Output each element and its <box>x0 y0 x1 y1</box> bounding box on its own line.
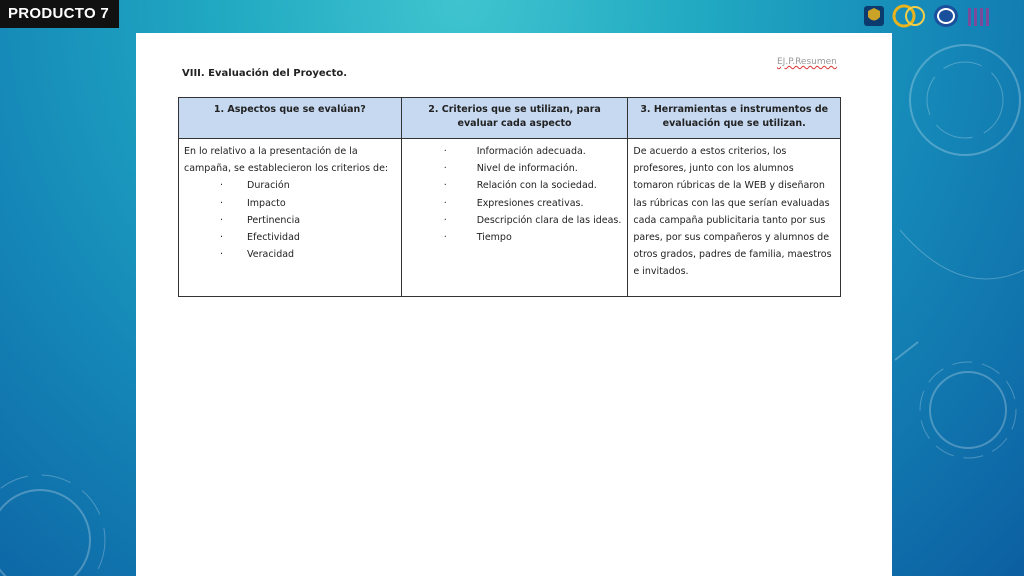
list-item <box>184 246 396 263</box>
bullet: · <box>443 197 447 209</box>
list-item <box>407 143 623 160</box>
bullet: · <box>220 180 224 192</box>
si-logo <box>932 4 960 28</box>
table-row <box>179 139 841 297</box>
table-header-row <box>179 98 841 139</box>
header-criteria: 2. Criterios que se utilizan, para evaluar cada aspecto <box>401 98 628 139</box>
document-page <box>136 33 892 576</box>
cell-tools <box>628 139 841 297</box>
list-item-text: Información adecuada. <box>476 146 586 157</box>
bullet: · <box>220 197 224 209</box>
anniversary-logo <box>892 4 926 28</box>
list-item-text: Duración <box>247 180 290 192</box>
list-item-text: Veracidad <box>247 249 295 261</box>
tools-text: De acuerdo a estos criterios, los profesores, junto con los alumnos tomaron rúbricas de la WEB y diseñaron las rúbricas con las que serían evaluadas cada campaña publicitaria tanto por sus pares, por sus compañeros y alumnos de otros grados, padres de familia, maestros e invitados. <box>633 146 832 278</box>
bullet: · <box>443 232 447 244</box>
bullet: · <box>220 232 224 244</box>
list-item <box>407 160 623 177</box>
list-item-text: Nivel de información. <box>476 163 578 175</box>
list-item-text: Expresiones creativas. <box>476 197 584 209</box>
aspects-list <box>184 177 396 263</box>
list-item <box>407 195 623 212</box>
stripes-logo <box>966 4 996 28</box>
section-title: VIII. Evaluación del Proyecto. <box>182 68 348 79</box>
bullet: · <box>443 180 447 192</box>
list-item <box>407 177 623 194</box>
criteria-list <box>407 143 623 246</box>
list-item <box>184 229 396 246</box>
bullet: · <box>443 214 447 226</box>
bullet: · <box>443 146 447 157</box>
list-item-text: Tiempo <box>476 232 512 244</box>
list-item <box>184 212 396 229</box>
list-item <box>184 177 396 194</box>
reference-label: EJ.P.Resumen <box>777 57 837 67</box>
aspects-intro: En lo relativo a la presentación de la campaña, se establecieron los criterios de: <box>184 146 389 175</box>
evaluation-table <box>178 97 841 297</box>
bullet: · <box>220 249 224 261</box>
cell-criteria <box>401 139 628 297</box>
list-item <box>184 195 396 212</box>
header-aspects: 1. Aspectos que se evalúan? <box>179 98 402 139</box>
product-tag: PRODUCTO 7 <box>0 0 119 28</box>
cell-aspects <box>179 139 402 297</box>
logo-bar <box>862 4 996 28</box>
list-item <box>407 212 623 229</box>
list-item-text: Relación con la sociedad. <box>476 180 597 192</box>
bullet: · <box>220 214 224 226</box>
list-item-text: Impacto <box>247 197 286 209</box>
list-item-text: Efectividad <box>247 232 300 244</box>
header-tools: 3. Herramientas e instrumentos de evaluación que se utilizan. <box>628 98 841 139</box>
list-item-text: Descripción clara de las ideas. <box>476 214 622 226</box>
list-item <box>407 229 623 246</box>
list-item-text: Pertinencia <box>247 214 301 226</box>
unam-shield-logo <box>862 4 886 28</box>
bullet: · <box>443 163 447 175</box>
